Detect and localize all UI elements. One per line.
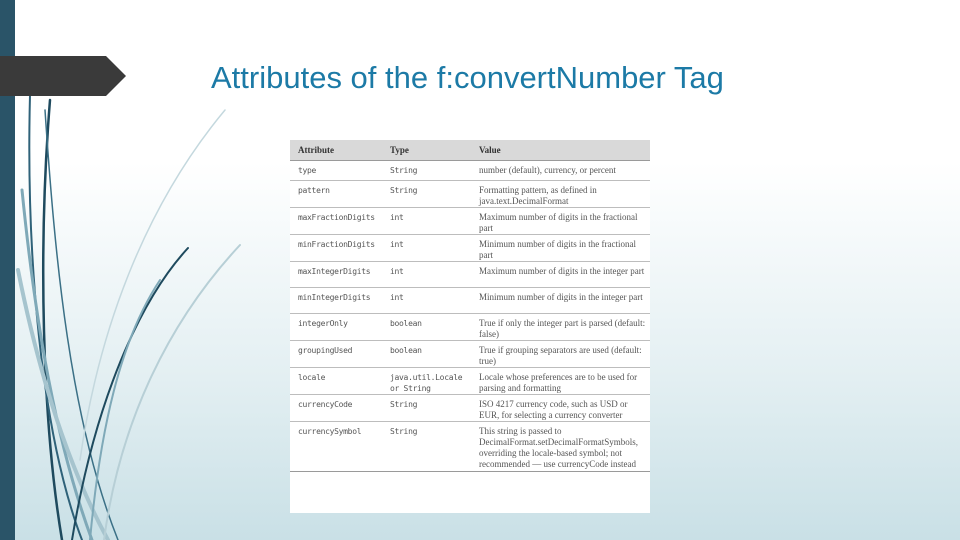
- cell-attribute: pattern: [290, 181, 382, 208]
- cell-type: int: [382, 208, 471, 235]
- table-row: [290, 368, 650, 395]
- table-row: [290, 395, 650, 422]
- attributes-table-image: [290, 140, 650, 513]
- table-row: [290, 341, 650, 368]
- cell-attribute: groupingUsed: [290, 341, 382, 368]
- cell-value: Formatting pattern, as defined in java.text.DecimalFormat: [471, 181, 650, 208]
- cell-type: boolean: [382, 314, 471, 341]
- cell-attribute: maxFractionDigits: [290, 208, 382, 235]
- cell-value: This string is passed to DecimalFormat.setDecimalFormatSymbols, overriding the locale-based symbol; not recommended — use currencyCode instead: [471, 422, 650, 472]
- cell-attribute: minFractionDigits: [290, 235, 382, 262]
- cell-value: Maximum number of digits in the integer part: [471, 262, 650, 288]
- cell-type: String: [382, 395, 471, 422]
- header-type: Type: [382, 140, 471, 161]
- cell-attribute: locale: [290, 368, 382, 395]
- cell-value: True if only the integer part is parsed (default: false): [471, 314, 650, 341]
- table-row: [290, 181, 650, 208]
- cell-attribute: integerOnly: [290, 314, 382, 341]
- cell-type: boolean: [382, 341, 471, 368]
- header-value: Value: [471, 140, 650, 161]
- table-row: [290, 208, 650, 235]
- cell-value: Locale whose preferences are to be used for parsing and formatting: [471, 368, 650, 395]
- table-header-row: [290, 140, 650, 161]
- cell-value: Maximum number of digits in the fractional part: [471, 208, 650, 235]
- header-attribute: Attribute: [290, 140, 382, 161]
- cell-type: String: [382, 422, 471, 472]
- cell-type: int: [382, 262, 471, 288]
- cell-attribute: maxIntegerDigits: [290, 262, 382, 288]
- cell-value: True if grouping separators are used (default: true): [471, 341, 650, 368]
- table-row: [290, 288, 650, 314]
- cell-type: java.util.Locale or String: [382, 368, 471, 395]
- cell-attribute: minIntegerDigits: [290, 288, 382, 314]
- cell-attribute: currencySymbol: [290, 422, 382, 472]
- cell-value: number (default), currency, or percent: [471, 161, 650, 181]
- table-row: [290, 262, 650, 288]
- attributes-table: [290, 140, 650, 472]
- cell-type: String: [382, 161, 471, 181]
- cell-value: Minimum number of digits in the integer part: [471, 288, 650, 314]
- cell-value: Minimum number of digits in the fractional part: [471, 235, 650, 262]
- cell-type: String: [382, 181, 471, 208]
- cell-value: ISO 4217 currency code, such as USD or EUR, for selecting a currency converter: [471, 395, 650, 422]
- table-row: [290, 235, 650, 262]
- cell-attribute: currencyCode: [290, 395, 382, 422]
- table-row: [290, 314, 650, 341]
- cell-type: int: [382, 235, 471, 262]
- table-row: [290, 161, 650, 181]
- cell-attribute: type: [290, 161, 382, 181]
- title-marker-arrow: [0, 56, 126, 96]
- slide-title: Attributes of the f:convertNumber Tag: [211, 60, 724, 95]
- table-row: [290, 422, 650, 472]
- cell-type: int: [382, 288, 471, 314]
